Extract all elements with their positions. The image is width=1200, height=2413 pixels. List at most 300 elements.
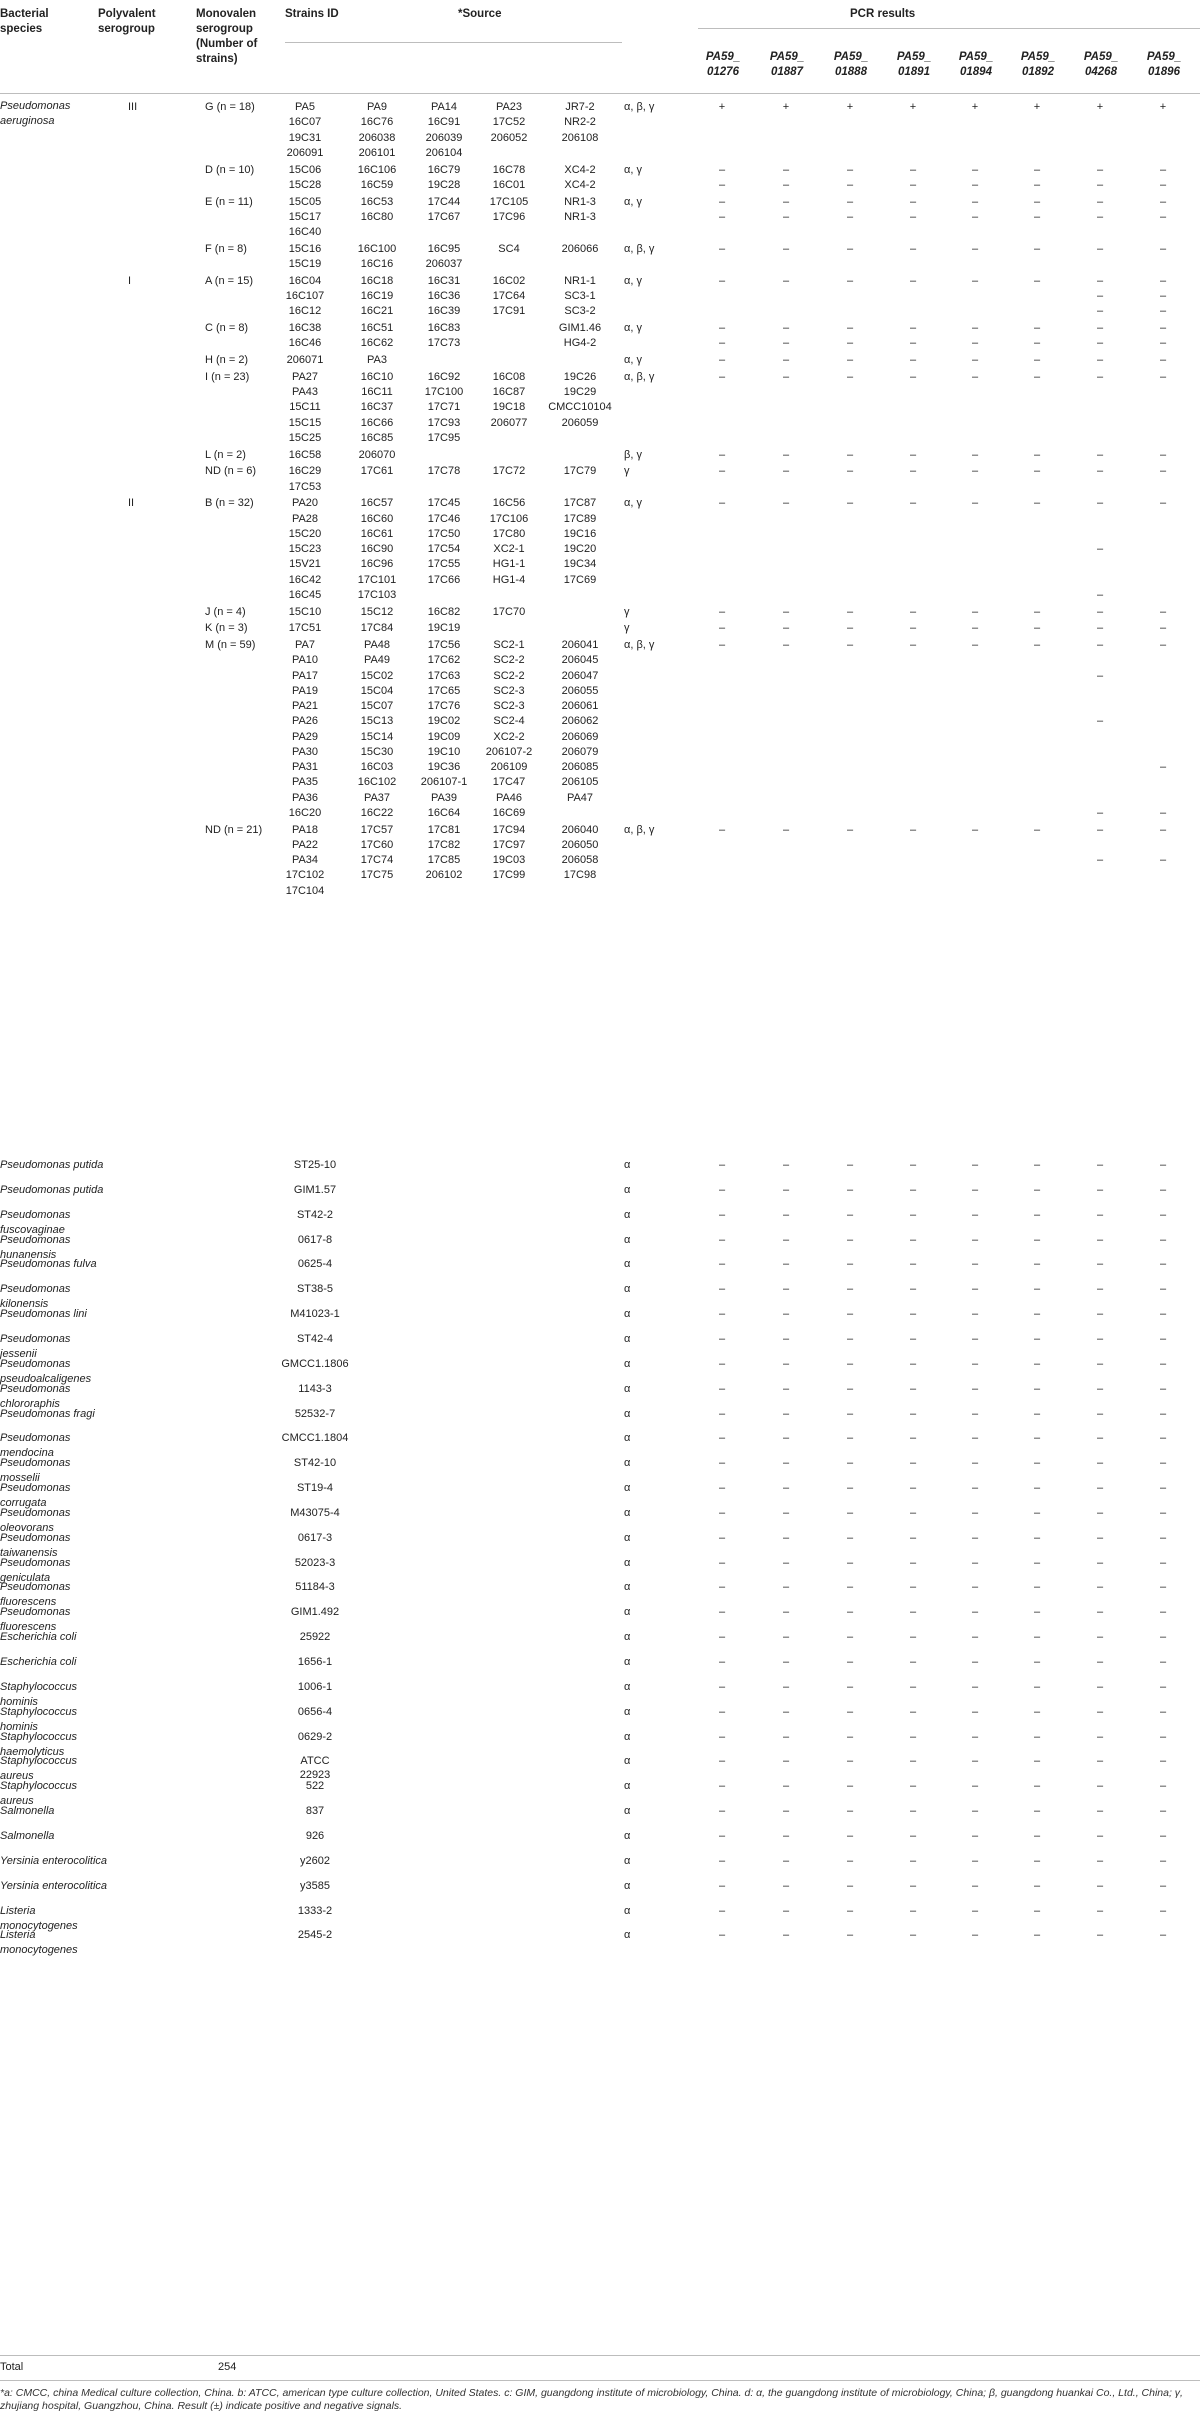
- strain-id: 17C79: [563, 465, 597, 478]
- strain-id: 17C95: [427, 431, 461, 444]
- pcr-result: –: [1159, 242, 1167, 255]
- pcr-result: –: [782, 1904, 790, 1917]
- pcr-result: –: [1096, 1183, 1104, 1196]
- pcr-result: –: [1096, 354, 1104, 366]
- pcr-result: –: [971, 1879, 979, 1892]
- pcr-result: –: [1033, 210, 1041, 223]
- strain-id: 16C40: [288, 226, 322, 238]
- pcr-result: –: [1033, 1233, 1041, 1246]
- pcr-result: –: [1159, 274, 1167, 287]
- pcr-result: –: [1096, 806, 1104, 819]
- pcr-result: –: [1159, 1457, 1167, 1470]
- strain-id: 19C29: [563, 386, 597, 398]
- pcr-result: –: [1096, 1531, 1104, 1544]
- pcr-result: –: [971, 1755, 979, 1768]
- pcr-result: –: [846, 1829, 854, 1842]
- strain-id: 206058: [561, 854, 599, 866]
- source-code: α, β, γ: [624, 101, 655, 113]
- pcr-result: –: [718, 639, 726, 651]
- pcr-result: –: [782, 1506, 790, 1519]
- strain-id: 17C80: [492, 527, 526, 540]
- pcr-gene-header: PA59_ 04268: [1083, 51, 1119, 78]
- pcr-result: –: [782, 1680, 790, 1693]
- pcr-result: –: [1096, 1581, 1104, 1594]
- pcr-result: –: [1033, 1879, 1041, 1892]
- pcr-result: –: [846, 1332, 854, 1345]
- pcr-result: –: [909, 448, 917, 461]
- pcr-result: –: [846, 163, 854, 176]
- pcr-result: –: [718, 465, 726, 478]
- source-code: α: [624, 1283, 631, 1296]
- strain-id: 17C67: [427, 210, 461, 223]
- strain-id: ST42-10: [293, 1457, 337, 1470]
- strain-id: 206038: [358, 131, 396, 144]
- pcr-result: –: [846, 1730, 854, 1743]
- strain-id: 16C07: [288, 116, 322, 129]
- pcr-result: –: [909, 1581, 917, 1594]
- strain-id: 16C66: [360, 416, 394, 429]
- strain-id: 19C16: [563, 527, 597, 540]
- pcr-result: –: [1096, 669, 1104, 682]
- strain-id: 16C01: [492, 178, 526, 191]
- strain-id: 16C58: [288, 448, 322, 461]
- pcr-result: –: [782, 1382, 790, 1395]
- pcr-result: –: [1033, 1258, 1041, 1271]
- pcr-result: –: [1159, 1159, 1167, 1171]
- strain-id: 15C30: [360, 745, 394, 758]
- header-monovalent-serogroup: Monovalen serogroup (Number of strains): [196, 8, 258, 65]
- pcr-result: –: [846, 465, 854, 478]
- pcr-result: +: [846, 101, 854, 113]
- strain-id: 206066: [561, 242, 599, 255]
- pcr-gene-header: PA59_ 01891: [896, 51, 932, 78]
- strain-id: 17C53: [288, 480, 322, 493]
- strain-id: 16C38: [288, 322, 322, 334]
- strain-id: 17C56: [427, 639, 461, 651]
- pcr-result: –: [782, 1283, 790, 1296]
- pcr-result: –: [846, 1606, 854, 1619]
- pcr-result: –: [1096, 1357, 1104, 1370]
- strain-id: 17C103: [357, 588, 397, 601]
- pcr-result: –: [1096, 163, 1104, 176]
- bacterial-species: Escherichia coli: [0, 1656, 77, 1668]
- pcr-result: –: [782, 823, 790, 836]
- pcr-result: –: [846, 1705, 854, 1718]
- strain-id: 17C45: [427, 497, 461, 510]
- pcr-result: –: [971, 1631, 979, 1644]
- pcr-result: –: [782, 1780, 790, 1793]
- header-pcr-results: PCR results: [850, 8, 916, 20]
- pcr-result: –: [782, 1407, 790, 1420]
- pcr-result: –: [718, 1482, 726, 1495]
- bacterial-species: Pseudomonas fragi: [0, 1407, 95, 1420]
- pcr-result: –: [846, 1581, 854, 1594]
- pcr-result: –: [782, 1705, 790, 1718]
- pcr-result: –: [1159, 1755, 1167, 1768]
- pcr-result: –: [909, 605, 917, 618]
- pcr-result: –: [1159, 1904, 1167, 1917]
- monovalent-serogroup: ND (n = 6): [205, 465, 257, 478]
- strain-id: 206070: [358, 448, 396, 461]
- pcr-result: –: [846, 1482, 854, 1495]
- pcr-result: –: [1033, 354, 1041, 366]
- pcr-result: –: [909, 1730, 917, 1743]
- strain-id: 1333-2: [297, 1904, 333, 1917]
- strain-id: 16C90: [360, 543, 394, 555]
- pcr-result: +: [971, 101, 979, 113]
- strain-id: PA17: [291, 669, 319, 682]
- pcr-result: –: [718, 1631, 726, 1644]
- bacterial-species: Pseudomonas mosselii: [0, 1457, 71, 1485]
- pcr-result: –: [718, 1705, 726, 1718]
- pcr-result: –: [782, 1159, 790, 1171]
- pcr-result: –: [1033, 1631, 1041, 1644]
- pcr-result: –: [971, 1531, 979, 1544]
- pcr-result: –: [846, 1929, 854, 1942]
- pcr-result: –: [1159, 1730, 1167, 1743]
- strain-id: 17C62: [427, 654, 461, 667]
- pcr-result: –: [971, 1283, 979, 1296]
- strain-id: 206085: [561, 761, 599, 773]
- source-code: α, β, γ: [624, 639, 655, 651]
- pcr-result: –: [782, 448, 790, 461]
- pcr-result: –: [909, 1705, 917, 1718]
- strain-id: M41023-1: [290, 1308, 340, 1321]
- pcr-result: –: [1033, 1556, 1041, 1569]
- strain-id: 17C73: [427, 337, 461, 350]
- strain-id: 19C19: [427, 622, 461, 635]
- bacterial-species: Staphylococcus haemolyticus: [0, 1730, 78, 1758]
- pcr-result: –: [909, 1283, 917, 1296]
- bacterial-species: Pseudomonas mendocina: [0, 1432, 71, 1460]
- strain-id: 16C12: [288, 305, 322, 318]
- strain-id: 16C60: [360, 512, 394, 525]
- pcr-result: –: [718, 1457, 726, 1470]
- pcr-result: –: [782, 210, 790, 223]
- strain-id: 16C91: [427, 116, 461, 129]
- pcr-result: –: [1096, 1705, 1104, 1718]
- pcr-result: –: [718, 337, 726, 350]
- pcr-result: –: [1033, 605, 1041, 618]
- pcr-result: –: [1159, 1805, 1167, 1818]
- pcr-result: –: [1033, 337, 1041, 350]
- source-code: α: [624, 1929, 631, 1942]
- pcr-result: –: [1096, 178, 1104, 191]
- pcr-result: –: [971, 1332, 979, 1345]
- strain-id: 51184-3: [295, 1581, 335, 1594]
- source-underline: [285, 42, 622, 43]
- strain-id: 206041: [561, 639, 599, 651]
- strain-id: 16C03: [360, 761, 394, 773]
- pcr-result: –: [1159, 370, 1167, 383]
- pcr-result: –: [718, 274, 726, 287]
- strain-id: 16C82: [427, 605, 461, 618]
- source-code: α: [624, 1680, 631, 1693]
- pcr-result: –: [718, 1208, 726, 1221]
- pcr-result: –: [1159, 163, 1167, 176]
- pcr-result: –: [782, 1879, 790, 1892]
- pcr-result: –: [1096, 622, 1104, 635]
- pcr-result: –: [846, 1854, 854, 1867]
- strain-id: 16C42: [288, 573, 322, 586]
- strain-id: 206108: [561, 131, 599, 144]
- monovalent-serogroup: ND (n = 21): [205, 823, 263, 836]
- pcr-result: –: [1033, 1805, 1041, 1818]
- pcr-result: –: [1096, 1829, 1104, 1842]
- strain-id: 837: [305, 1805, 325, 1818]
- pcr-result: –: [718, 1159, 726, 1171]
- strain-id: ST25-10: [293, 1159, 337, 1171]
- pcr-result: –: [909, 1482, 917, 1495]
- pcr-result: –: [1096, 1631, 1104, 1644]
- source-code: α: [624, 1904, 631, 1917]
- bacterial-species: Pseudomonas corrugata: [0, 1482, 71, 1510]
- pcr-result: –: [846, 1805, 854, 1818]
- strain-id: 17C82: [427, 838, 461, 851]
- pcr-result: –: [1096, 1332, 1104, 1345]
- pcr-result: –: [782, 178, 790, 191]
- strain-id: 16C02: [492, 274, 526, 287]
- strain-id: PA35: [291, 776, 319, 789]
- pcr-result: –: [718, 1432, 726, 1445]
- pcr-result: –: [971, 354, 979, 366]
- strain-id: 16C87: [492, 386, 526, 398]
- pcr-result: –: [971, 1357, 979, 1370]
- pcr-result: –: [1096, 210, 1104, 223]
- polyvalent-serogroup: III: [128, 101, 138, 113]
- pcr-result: –: [909, 1606, 917, 1619]
- strain-id: 17C47: [492, 776, 526, 789]
- pcr-result: –: [1159, 1258, 1167, 1271]
- pcr-result: –: [782, 163, 790, 176]
- pcr-result: –: [1159, 448, 1167, 461]
- pcr-result: –: [846, 178, 854, 191]
- strain-id: y3585: [300, 1879, 330, 1892]
- pcr-result: –: [718, 1183, 726, 1196]
- source-code: α: [624, 1854, 631, 1867]
- strain-id: 17C93: [427, 416, 461, 429]
- pcr-result: –: [846, 1283, 854, 1296]
- strain-id: 16C64: [427, 806, 461, 819]
- strain-id: 52532-7: [294, 1407, 336, 1420]
- strain-id: 17C63: [427, 669, 461, 682]
- source-code: α: [624, 1457, 631, 1470]
- pcr-result: –: [782, 1829, 790, 1842]
- strain-id: 16C51: [360, 322, 394, 334]
- pcr-result: –: [909, 195, 917, 208]
- pcr-result: –: [1159, 761, 1167, 773]
- pcr-result: –: [1159, 1780, 1167, 1793]
- pcr-result: –: [1096, 1432, 1104, 1445]
- strain-id: 17C74: [360, 854, 394, 866]
- pcr-result: –: [1159, 195, 1167, 208]
- pcr-result: –: [909, 370, 917, 383]
- strain-id: PA31: [291, 761, 319, 773]
- strain-id: NR1-3: [564, 195, 596, 208]
- pcr-result: –: [718, 1606, 726, 1619]
- strain-id: 206045: [561, 654, 599, 667]
- pcr-result: –: [846, 497, 854, 510]
- strain-id: 15C11: [289, 401, 321, 414]
- source-code: α: [624, 1606, 631, 1619]
- pcr-result: –: [1096, 290, 1104, 302]
- strain-id: 16C107: [285, 290, 325, 302]
- monovalent-serogroup: M (n = 59): [205, 639, 256, 651]
- pcr-result: –: [846, 1258, 854, 1271]
- pcr-result: –: [909, 1407, 917, 1420]
- pcr-result: –: [1096, 322, 1104, 334]
- strain-id: XC4-2: [564, 163, 596, 176]
- source-code: α: [624, 1805, 631, 1818]
- pcr-result: –: [1159, 1879, 1167, 1892]
- pcr-result: –: [1096, 497, 1104, 510]
- strain-id: HG1-4: [492, 573, 526, 586]
- strain-id: 1656-1: [297, 1656, 333, 1668]
- monovalent-serogroup: H (n = 2): [205, 354, 249, 366]
- pcr-result: –: [971, 1606, 979, 1619]
- pcr-result: –: [1159, 1929, 1167, 1942]
- pcr-result: –: [971, 370, 979, 383]
- pcr-result: –: [846, 1879, 854, 1892]
- pcr-result: –: [846, 1308, 854, 1321]
- pcr-result: +: [909, 101, 917, 113]
- pcr-result: +: [718, 101, 726, 113]
- strain-id: PA30: [291, 745, 319, 758]
- pcr-result: –: [846, 1780, 854, 1793]
- pcr-result: –: [971, 210, 979, 223]
- pcr-result: –: [1033, 622, 1041, 635]
- pcr-result: –: [718, 1854, 726, 1867]
- bacterial-species: Yersinia enterocolitica: [0, 1854, 108, 1867]
- bacterial-species: Pseudomonas hunanensis: [0, 1233, 71, 1261]
- bacterial-species: Pseudomonas kilonensis: [0, 1283, 71, 1311]
- pcr-result: –: [971, 1656, 979, 1668]
- strain-id: 16C22: [360, 806, 394, 819]
- pcr-result: –: [1159, 1680, 1167, 1693]
- pcr-result: –: [1159, 1357, 1167, 1370]
- pcr-result: –: [718, 1879, 726, 1892]
- strain-id: 15C16: [288, 242, 322, 255]
- pcr-result: –: [909, 163, 917, 176]
- strain-id: 206069: [561, 730, 599, 743]
- pcr-result: –: [846, 1432, 854, 1445]
- pcr-result: –: [971, 1407, 979, 1420]
- source-code: α: [624, 1159, 631, 1171]
- pcr-result: –: [718, 1780, 726, 1793]
- pcr-result: –: [1159, 1854, 1167, 1867]
- strain-id: 206105: [561, 776, 599, 789]
- pcr-result: –: [846, 1233, 854, 1246]
- pcr-result: –: [909, 1631, 917, 1644]
- strain-id: 16C16: [360, 258, 394, 270]
- source-code: α: [624, 1308, 631, 1321]
- strain-id: 206055: [561, 684, 599, 697]
- pcr-result: –: [1096, 448, 1104, 461]
- strain-id: 16C31: [427, 274, 461, 287]
- bacterial-species: Staphylococcus aureus: [0, 1780, 78, 1808]
- source-code: α: [624, 1183, 631, 1196]
- pcr-result: –: [782, 1556, 790, 1569]
- strain-id: NR1-3: [564, 210, 596, 223]
- pcr-result: –: [1159, 1183, 1167, 1196]
- pcr-result: –: [1159, 1705, 1167, 1718]
- strain-id: 17C69: [563, 573, 597, 586]
- pcr-result: –: [1159, 1283, 1167, 1296]
- strain-id: 17C89: [563, 512, 597, 525]
- strain-id: 16C62: [360, 337, 394, 350]
- bacterial-species: Pseudomonas lini: [0, 1308, 87, 1321]
- bacterial-species: Listeria monocytogenes: [0, 1929, 78, 1957]
- strain-id: 19C18: [492, 401, 526, 414]
- pcr-result: –: [1033, 242, 1041, 255]
- strain-id: PA19: [291, 684, 319, 697]
- strain-id: 16C37: [360, 401, 394, 414]
- strain-id: PA39: [430, 791, 458, 804]
- pcr-result: –: [971, 1904, 979, 1917]
- strain-id: 206104: [425, 146, 463, 159]
- pcr-result: –: [782, 354, 790, 366]
- pcr-result: –: [1033, 1183, 1041, 1196]
- monovalent-serogroup: K (n = 3): [205, 622, 248, 635]
- pcr-result: –: [1033, 1656, 1041, 1668]
- pcr-result: –: [718, 322, 726, 334]
- strain-id: 17C99: [492, 869, 526, 882]
- pcr-result: –: [909, 1656, 917, 1668]
- pcr-result: –: [1033, 1730, 1041, 1743]
- pcr-result: –: [971, 1556, 979, 1569]
- pcr-result: –: [1159, 823, 1167, 836]
- pcr-result: –: [1159, 1208, 1167, 1221]
- pcr-result: –: [846, 1631, 854, 1644]
- pcr-result: –: [782, 195, 790, 208]
- source-code: α: [624, 1755, 631, 1768]
- strain-id: PA46: [495, 791, 523, 804]
- bacterial-species: Yersinia enterocolitica: [0, 1879, 108, 1892]
- strain-id: PA3: [367, 354, 387, 366]
- bacterial-species: Pseudomonas geniculata: [0, 1556, 71, 1584]
- source-code: α: [624, 1382, 631, 1395]
- monovalent-serogroup: J (n = 4): [205, 605, 246, 618]
- strain-id: 206091: [286, 146, 324, 159]
- bacterial-species: Escherichia coli: [0, 1631, 77, 1644]
- pcr-result: –: [909, 1680, 917, 1693]
- strain-id: 16C56: [492, 497, 526, 510]
- pcr-result: –: [782, 1482, 790, 1495]
- strain-id: ST19-4: [296, 1482, 334, 1495]
- pcr-result: –: [971, 322, 979, 334]
- strain-id: 16C78: [492, 163, 526, 176]
- pcr-result: –: [718, 1308, 726, 1321]
- source-code: α, β, γ: [624, 242, 655, 255]
- pcr-result: –: [1033, 322, 1041, 334]
- pcr-result: –: [1096, 588, 1104, 601]
- pcr-result: –: [846, 1506, 854, 1519]
- strain-id: SC2-3: [493, 684, 525, 697]
- strain-id: SC2-4: [493, 715, 525, 728]
- pcr-result: –: [1159, 337, 1167, 350]
- pcr-result: –: [1033, 1829, 1041, 1842]
- pcr-result: –: [1096, 1780, 1104, 1793]
- strain-id: PA22: [291, 838, 319, 851]
- strain-id: 522: [305, 1780, 325, 1793]
- pcr-result: –: [909, 465, 917, 478]
- polyvalent-serogroup: I: [128, 274, 132, 287]
- strain-id: 19C26: [563, 370, 597, 383]
- pcr-result: –: [1033, 1283, 1041, 1296]
- strain-id: 17C60: [360, 838, 394, 851]
- strain-id: 15C04: [360, 684, 394, 697]
- pcr-result: –: [1096, 195, 1104, 208]
